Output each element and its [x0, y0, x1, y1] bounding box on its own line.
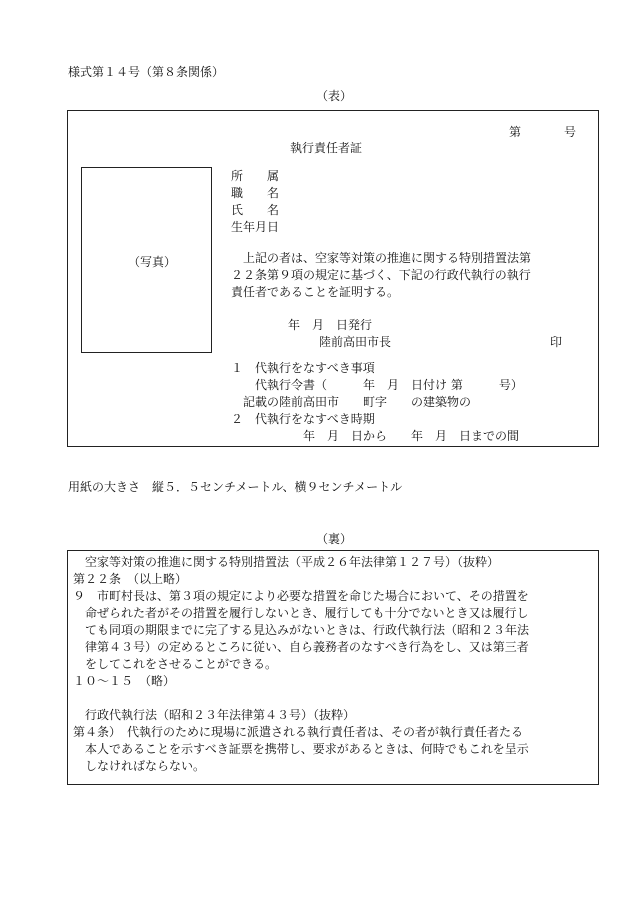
back-para-9-line-1: ９ 市町村長は、第３項の規定により必要な措置を命じた場合において、その措置を: [73, 589, 529, 603]
back-card: [67, 550, 599, 785]
certification-line-1: 上記の者は、空家等対策の推進に関する特別措置法第: [231, 251, 532, 265]
back-law-title: 空家等対策の推進に関する特別措置法（平成２６年法律第１２７号）（抜粋）: [73, 555, 500, 569]
back-article-4-line-1: 第４条） 代執行のために現場に派遣される執行責任者は、その者が執行責任者たる: [73, 725, 524, 739]
issuer: 陸前高田市長: [319, 335, 392, 349]
item-1: １ 代執行をなすべき事項: [231, 361, 375, 375]
certificate-number-dai: 第: [509, 125, 522, 139]
item-1-detail: 代執行令書（ 年 月 日付け 第 号）: [231, 378, 523, 392]
back-side-label: （裏）: [316, 532, 353, 546]
item-1-building: 記載の陸前高田市 町字 の建築物の: [231, 395, 472, 409]
field-name: 氏 名: [231, 203, 280, 217]
certification-line-2: ２２条第９項の規定に基づく、下記の行政代執行の執行: [231, 268, 531, 282]
form-number: 様式第１４号（第８条関係）: [68, 65, 225, 79]
back-article-4-line-3: しなければならない。: [73, 759, 206, 773]
back-para-10-15: １０～１５ （略）: [73, 674, 176, 688]
field-job-title: 職 名: [231, 186, 280, 200]
back-para-9-line-3: ても同項の期限までに完了する見込みがないときは、行政代執行法（昭和２３年法: [73, 623, 530, 637]
item-2-period: 年 月 日から 年 月 日までの間: [231, 429, 520, 443]
front-side-label: （表）: [316, 89, 353, 103]
back-para-9-line-5: をしてこれをさせることができる。: [73, 657, 278, 671]
seal-mark: 印: [550, 335, 563, 349]
back-para-9-line-2: 命ぜられた者がその措置を履行しないとき、履行しても十分でないとき又は履行し: [73, 606, 529, 620]
back-para-9-line-4: 律第４３号）の定めるところに従い、自ら義務者のなすべき行為をし、又は第三者: [73, 640, 529, 654]
paper-size-note: 用紙の大きさ 縦５．５センチメートル、横９センチメートル: [68, 480, 403, 494]
certificate-title: 執行責任者証: [290, 141, 363, 155]
field-affiliation: 所 属: [231, 169, 280, 183]
certification-line-3: 責任者であることを証明する。: [231, 285, 400, 299]
back-article-22: 第２２条 （以上略）: [73, 572, 188, 586]
field-birthdate: 生年月日: [231, 220, 280, 234]
item-2: ２ 代執行をなすべき時期: [231, 412, 375, 426]
back-article-4-line-2: 本人であることを示すべき証票を携帯し、要求があるときは、何時でもこれを呈示: [73, 742, 529, 756]
certificate-number-go: 号: [564, 125, 577, 139]
issue-date: 年 月 日発行: [288, 318, 373, 332]
photo-label: （写真）: [128, 255, 177, 269]
back-admin-law-title: 行政代執行法（昭和２３年法律第４３号）（抜粋）: [73, 708, 356, 722]
front-card: [67, 110, 599, 447]
photo-area: [81, 167, 212, 353]
